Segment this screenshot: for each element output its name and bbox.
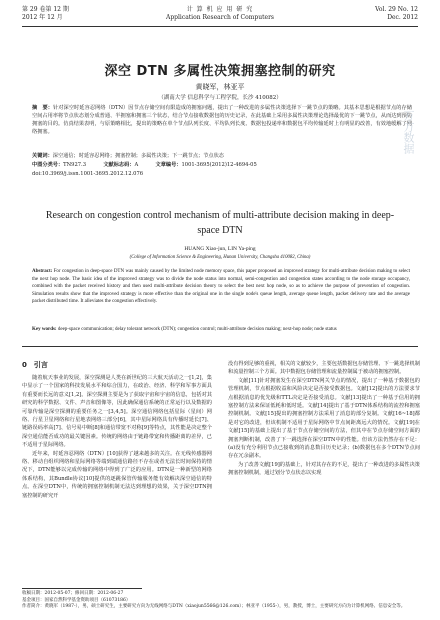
authors-cn: 黄晓军，林亚平: [195, 83, 245, 91]
abstract-en: [32, 268, 410, 306]
keywords-cn: [32, 152, 412, 160]
doc-code-value: A: [134, 162, 139, 168]
classification-line: [32, 161, 412, 169]
keywords-cn-text: 深空通信；时延容忍网络；拥塞控制；多属性决策；下一跳节点；节点状态: [52, 153, 224, 159]
abstract-rule: [22, 346, 418, 347]
header-date-cn: 2012 年 12 月: [22, 14, 63, 21]
header-date-en: Dec. 2012: [387, 14, 418, 21]
abstract-en-text: For congestion in deep-space DTN was mainly caused by the limited node memory space, this paper proposed an improved strategy for multi-attribute decision making to select the next hop node. The basic idea of the improved strategy was to divide the node status into normal, semi-congestion and congestion states according to the node storage occupancy, combined with the packet received history and then used multi-attribute decision theory to select the best next hop node, so as to achieve the purpose of prevention of congestion. Simulation results show that the improved strategy is more effective than the original one in the single node's queue length, average queue length, packet delivery rate and the average packet distributed time. It alleviates the congestion effectively.: [32, 269, 411, 305]
body-paragraph: 没有得到足够的重视，相关的文献较少，主要包括数据包存储管理、下一跳选择机制和流量控制三个方面。其中数据包存储管理和流量控制属于被动的拥塞控制。: [228, 361, 420, 376]
doi-line: doi:10.3969/j.issn.1001-3695.2012.12.076: [32, 171, 144, 177]
section-heading-intro: 0 引言: [22, 361, 48, 369]
footnote: [22, 591, 406, 611]
footnote-fund: 基金项目：国家自然科学基金资助项目（61073186）: [22, 597, 131, 603]
footnote-rule: [22, 588, 142, 589]
keywords-en: [32, 326, 410, 334]
paper-title-cn: 深空 DTN 多属性决策拥塞控制的研究: [104, 64, 336, 79]
header-journal-cn: 计 算 机 应 用 研 究: [186, 6, 254, 13]
authors-en: HUANG Xiao-jun, LIN Ya-ping: [184, 246, 256, 252]
abstract-en-label: Abstract:: [32, 269, 53, 274]
header-volume: 第 29 卷第 12 期: [22, 6, 69, 13]
abstract-cn-label: 摘 要：: [32, 105, 54, 111]
header-vol-en: Vol. 29 No. 12: [375, 6, 418, 13]
abstract-cn: [32, 104, 412, 136]
footnote-bio: 作者简介：黄晓军（1987-），男，硕士研究生，主要研究方向为无线网络与DTN（xiaojun5566@126.com）；林亚平（1955-），男，教授，博士，主要研究方向为计算机网络、信息安全等。: [22, 604, 406, 609]
article-number-value: 1001-3695(2012)12-4694-05: [181, 162, 257, 168]
body-paragraph: 文献[11]针对拥塞发生在深空DTN网关节点的情况，提出了一种基于数据包的管理机制，节点根据收益和风险决定是否接受数据包。文献[12]提出的方法要求节点根据消息的优先级和TTL决定是否接受消息。文献[13]提出了一种基于信用的拥塞控制方法来保证低耗和低时延。文献[14]提出了基于DTN体系结构的流控和拥塞控制机制。文献[15]提出的拥塞控制方法采用了消息的部分复制。文献[16~18]都是对它的改进，但该机制不适用于星际网络中节点间距离远大的情况。文献[19]在文献[15]的基础上提出了基于节点存储空间的方法，但其中在节点存储空间方面的拥塞判断机制，改善了下一跳选择在深空DTN中的性能。但该方法仍然存在不足：(a)没有充分利用节点已接收到的消息数目历史记录；(b)数据包在多个DTN节点间存在冗余副本。: [228, 377, 420, 460]
keywords-cn-label: 关键词：: [32, 153, 53, 159]
body-column-right: [228, 360, 420, 478]
article-number-label: 文章编号：: [155, 162, 182, 168]
body-column-left: [22, 374, 212, 500]
footnote-received: 收稿日期：2012-05-07；修回日期：2012-06-27: [22, 591, 124, 596]
keywords-en-text: deep-space communication; delay tolerant network (DTN); congestion control; multi-attribute decision making; next-hop node; node status: [57, 327, 337, 332]
header-journal-en: Application Research of Computers: [165, 14, 275, 21]
abstract-cn-text: 针对深空时延容忍网络（DTN）因节点存储空间有限造成的拥塞问题，提出了一种改进的多属性决策选择下一跳节点的策略。其基本思想是根据节点的存储空间占用率将节点状态划分成普通、半拥塞和拥塞三个状态，结合节点接收数据包的历史记录，在此基础上采用多属性决策理论选择最优的下一跳节点，从而达到预防拥塞的目的。仿真结果表明，与原策略相比，提出的策略在单个节点队列长度、平均队列长度、数据包投递率和数据包平均传输延时上有明显的改善，有效地缓解了网络拥塞。: [32, 105, 412, 135]
doc-code-label: 文献标志码：: [103, 162, 135, 168]
header-rule: [22, 26, 418, 27]
watermark: 万方数据: [402, 110, 415, 154]
clc-label: 中图分类号：: [32, 162, 64, 168]
body-paragraph: 为了改善文献[19]的基础上，针对其存在的不足，提出了一种改进的多属性决策拥塞控制机制，通过划分节点状态以实现: [228, 461, 420, 477]
clc-value: TN927.3: [63, 162, 86, 168]
body-paragraph: 随着航天事业的发展，深空探测是人类在新世纪的三大航天活动之一[1,2]，集中显示了一个国家的科技发展水平和综合国力，在政治、经济、科学和军事方面具有重要而长远的意义[1,2]。深空探测主要是为了获取宇宙和宇宙的信息，包括对其研究的科学数据、文件、声音和图像等，因此确保通信系统的正常运行以及数据的可靠传输是深空探测的重要任务之一[3,4,5]。深空通信网络包括星际（星间）网络、行星卫星网络和行星地表网络三部分[6]，其中星际网络具有传播时延长[7]、链路误码率高[7]、信号易中断[8]和通信带宽不对称[9]等特点，其性能是决定整个深空通信能否成功的最关键因素。传统的网络由于链路带宽和传播距离的差异，已不适用于星际网络。: [22, 375, 212, 449]
journal-volume-en: [375, 6, 418, 22]
keywords-en-label: Key words:: [32, 327, 57, 332]
affiliation-en: (College of Information Science & Engineering, Hunan University, Changsha 410082, China): [129, 255, 311, 260]
journal-title: [0, 6, 440, 22]
paper-title-en: Research on congestion control mechanism of multi-attribute decision making in deep-space DTN: [45, 210, 395, 236]
body-paragraph: 近年来，时延容忍网络（DTN）[10]获得了越来越多的关注。在无线传感器网络、移动自组织网络和星际网络等端到端通信路径不存在或者无法长时间保持的情况下，DTN能够以完成传输的网络中得到了广泛的应用。DTN是一种新型的网络体系结构，其Bundle协议[10]提供的逐跳保管传输服务能有效解决深空通信的特点。在深空DTN中，传统的拥塞控制机制无法达到理想的效果，关于深空DTN拥塞控制的研究开: [22, 450, 212, 499]
affiliation-cn: （湖南大学 信息科学与工程学院，长沙 410082）: [158, 95, 282, 101]
